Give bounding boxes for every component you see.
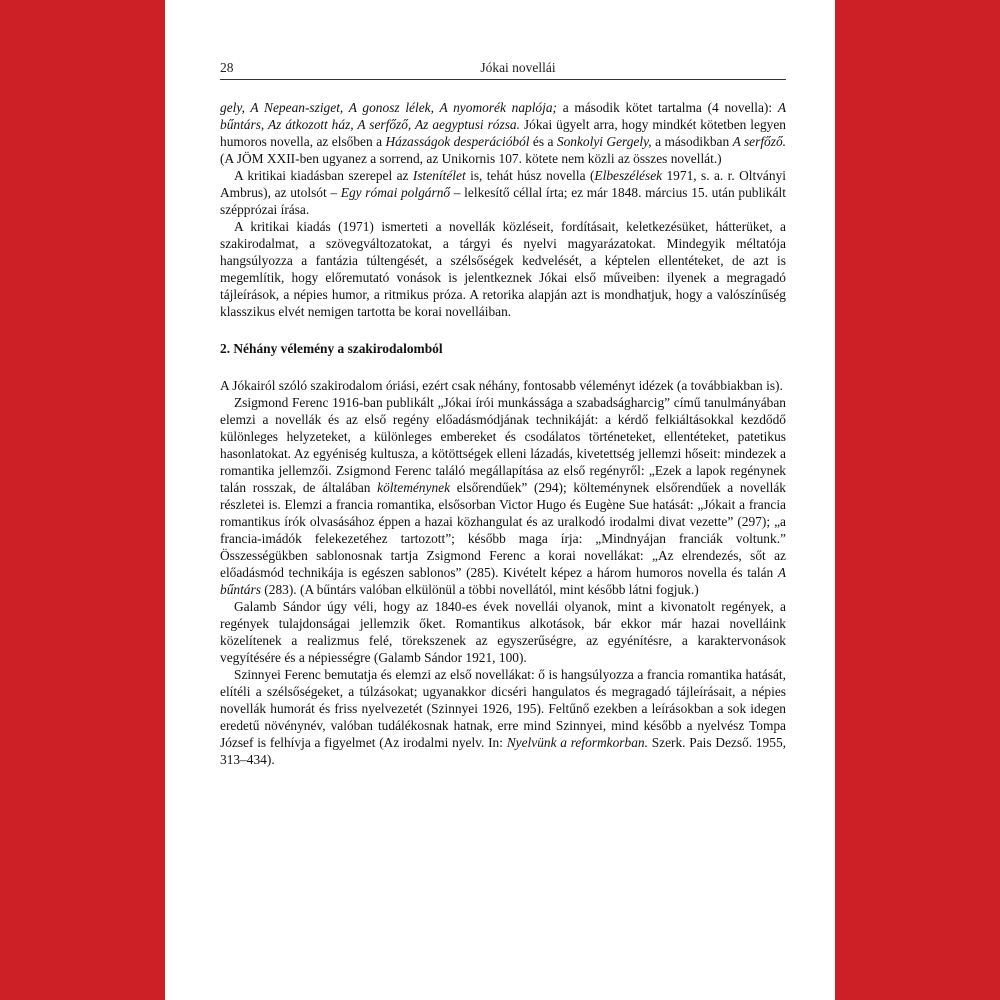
running-title: Jókai novellái [480, 60, 556, 75]
page-body [220, 99, 786, 768]
italic-text: Elbeszélések [594, 168, 663, 183]
text: (283). (A bűntárs valóban elkülönül a többi novellától, mint később látni fogjuk.) [260, 582, 699, 597]
text: 1971, s. a. r. Oltványi Ambrus), az utolsót – [220, 168, 786, 200]
italic-text: Házasságok desperációból [385, 134, 530, 149]
paragraph-3: A kritikai kiadás (1971) ismerteti a novellák közléseit, fordításait, keletkezésüket, hátterüket, a szakirodalmat, a szövegváltozatokat, a tárgyi és nyelvi magyarázatokat. Mindegyik méltatója hangsúlyozza a fantázia túltengését, a szélsőségek kedvelését, a képtelen ellentéteket, de azt is megemlítik, hogy előremutató vonások is jelentkeznek Jókai első műveiben: ilyenek a megragadó tájleírások, a népies humor, a ritmikus próza. A retorika alapján azt is mondhatjuk, hogy a valószínűség klasszikus elvét nemigen tartotta be korai novelláiban. [220, 219, 786, 319]
paragraph-5 [220, 394, 786, 598]
italic-text: A bűntárs [220, 565, 786, 597]
italic-text: A bűntárs, Az átkozott ház, A serfőző, Az aegyptusi rózsa. [220, 100, 786, 132]
text: a második kötet tartalma (4 novella): [557, 100, 778, 115]
section-heading: 2. Néhány vélemény a szakirodalomból [220, 341, 443, 356]
text: Zsigmond Ferenc 1916-ban publikált „Jókai írói munkássága a szabadságharcig” című tanulmányában elemzi a novellák és az első regény előadásmódjának technikáját: a kérdő felkiáltásokkal kezdődő különleges helyzeteket, a különleges embereket és csodálatos történeteket, ellentéteket, patetikus hasonlatokat. Az egyéniség kultusza, a kötöttségek elleni lázadás, kivetettség jellemzi hőseit: mindezek a romantika jellemzői. Zsigmond Ferenc találó megállapítása az első regényről: „Ezek a lapok regénynek talán rosszak, de általában [220, 395, 786, 495]
italic-text: Sonkolyi Gergely, [556, 134, 652, 149]
paragraph-1 [220, 99, 786, 167]
italic-text: költeménynek [377, 480, 451, 495]
page-sheet [165, 0, 835, 1000]
paragraph-4: A Jókairól szóló szakirodalom óriási, ezért csak néhány, fontosabb véleményt idézek (a továbbiakban is). [220, 378, 783, 393]
italic-text: A serfőző. [732, 134, 786, 149]
text: – lelkesítő céllal írta; ez már 1848. március 15. után publikált szépprózai írása. [220, 185, 786, 217]
italic-text: Egy római polgárnő [340, 185, 451, 200]
text: Szerk. Pais Dezső. 1955, 313–434). [220, 735, 786, 767]
italic-text: Nyelvünk a reformkorban. [506, 735, 648, 750]
italic-text: gely, A Nepean-sziget, A gonosz lélek, A nyomorék naplója; [220, 100, 558, 115]
paragraph-6: Galamb Sándor úgy véli, hogy az 1840-es évek novellái olyanok, mint a kivonatolt regények, a regények tulajdonságai jellemzik őket. Romantikus alkotások, bár ekkor már hazai novelláink közelítenek a realizmus felé, törekszenek az egyszerűségre, az egyénítésre, a karaktervonások vegyítésére és a népiességre (Galamb Sándor 1921, 100). [220, 599, 786, 665]
text: Jókai ügyelt arra, hogy mindkét kötetben legyen humoros novella, az elsőben a [220, 117, 786, 149]
italic-text: Istenítélet [412, 168, 466, 183]
text: is, tehát húsz novella ( [465, 168, 595, 183]
page-number: 28 [220, 60, 234, 75]
text: (A JÖM XXII-ben ugyanez a sorrend, az Unikornis 107. kötete nem közli az összes novellát.) [220, 151, 722, 166]
text: a másodikban [651, 134, 733, 149]
text: és a [529, 134, 557, 149]
text: Szinnyei Ferenc bemutatja és elemzi az első novellákat: ő is hangsúlyozza a francia romantika hatását, elítéli a szélsőségeket, a túlzásokat; ugyanakkor dicséri hangulatos és megragadó tájleírásait, a népies novellák humorát és friss nyelvezetét (Szinnyei 1926, 195). Feltűnő ezekben a leírásokban a sok idegen eredetű növénynév, valóban tudálékosnak hatnak, erre mind Szinnyei, mind később a nyelvész Tompa József is felhívja a figyelmet (Az irodalmi nyelv. In: [220, 667, 786, 750]
page-header [220, 60, 786, 80]
text: elsőrendűek” (294); költeménynek elsőrendűek a novellák részletei is. Elemzi a francia romantika, elsősorban Victor Hugo és Eugène Sue hatását: „Jókait a francia romantikus írók olvasásához éppen a hazai közhangulat és az uralkodó irodalmi divat vezette” (297); „a francia-imádók felekezetéhez tartozott”; később maga írja: „Mindnyájan franciák voltunk.” Összességükben sablonosnak tartja Zsigmond Ferenc a korai novellákat: „Az elrendezés, sőt az előadásmód technikája is egészen sablonos” (285). Kivételt képez a három humoros novella és talán [220, 480, 787, 580]
text: A kritikai kiadásban szerepel az [234, 168, 413, 183]
paragraph-7 [220, 666, 786, 768]
paragraph-2 [220, 167, 786, 218]
